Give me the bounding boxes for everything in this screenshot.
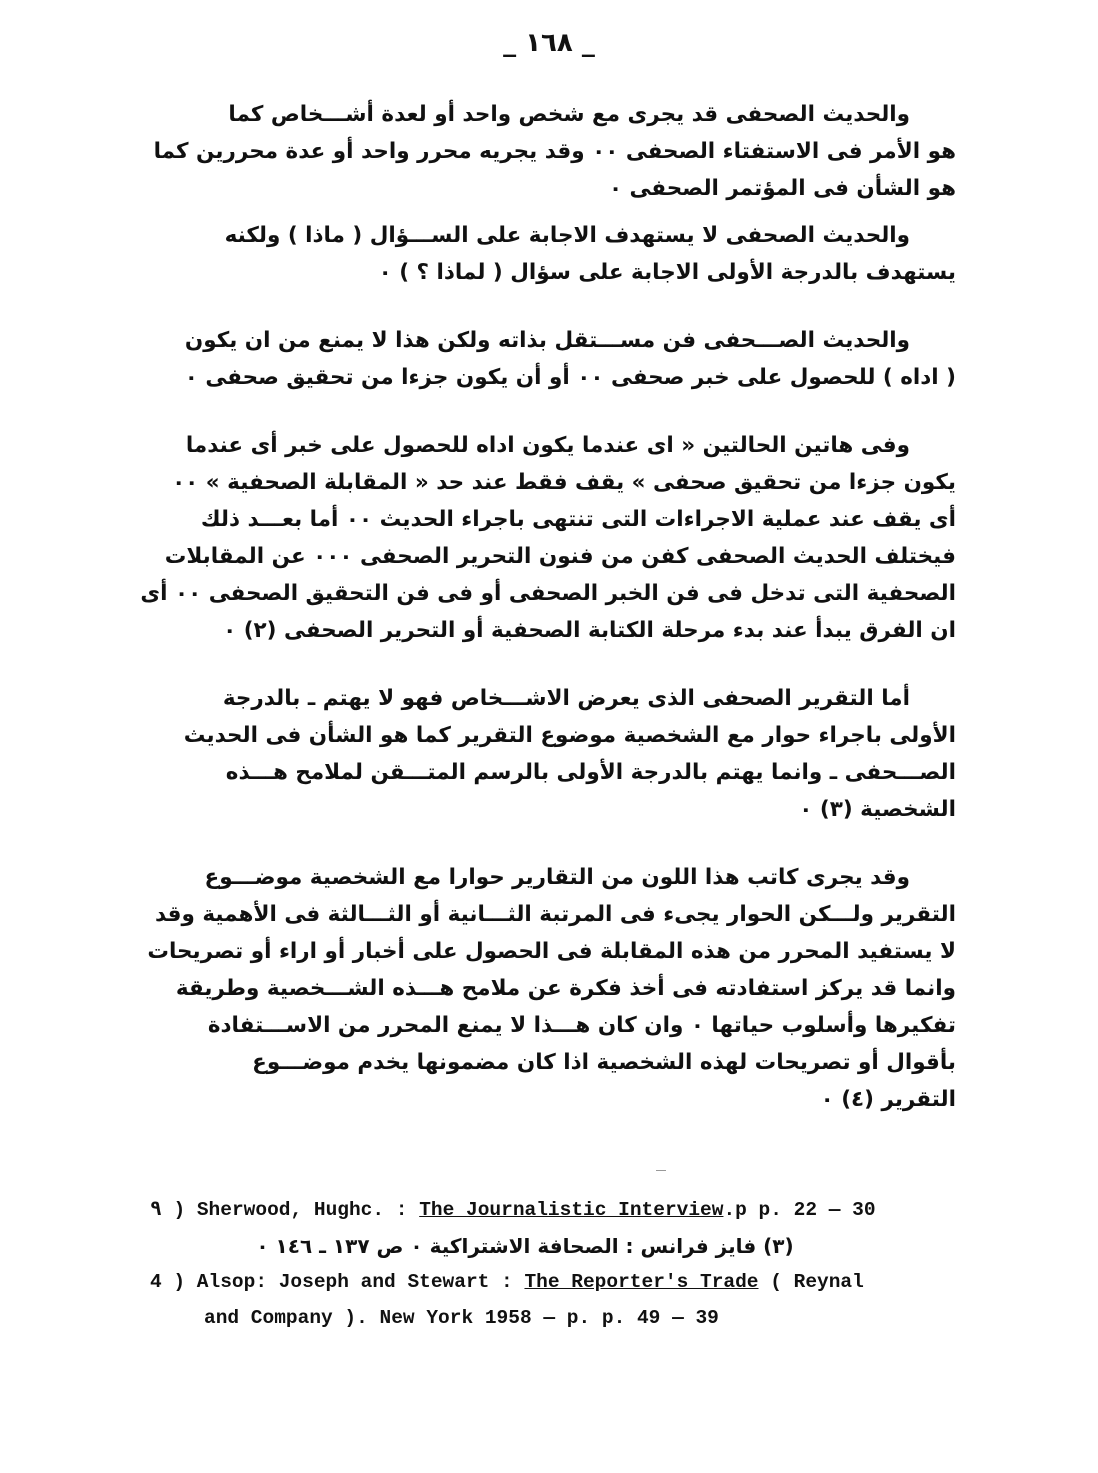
text-line: يكون جزءا من تحقيق صحفى » يقف فقط عند حد « المقابلة الصحفية » ٠٠	[172, 470, 956, 495]
text-line: الشخصية (٣) ٠	[799, 797, 956, 822]
footnote-3-prefix: 4 ) Alsop: Joseph and Stewart :	[150, 1271, 525, 1293]
text-line: هو الأمر فى الاستفتاء الصحفى ٠٠ وقد يجريه محرر واحد أو عدة محررين كما	[153, 139, 956, 164]
paragraph-6	[140, 859, 956, 1118]
paragraph-1	[140, 96, 956, 207]
text-line: الأولى باجراء حوار مع الشخصية موضوع التقرير كما هو الشأن فى الحديث	[183, 723, 956, 748]
text-line: التقرير ولـــكن الحوار يجىء فى المرتبة الثـــانية أو الثـــالثة فى الأهمية وقد	[154, 902, 956, 927]
text-line: وفى هاتين الحالتين « اى عندما يكون اداه للحصول على خبر أى عندما	[185, 433, 910, 458]
text-line: أما التقرير الصحفى الذى يعرض الاشـــخاص فهو لا يهتم ـ بالدرجة	[222, 686, 910, 711]
text-line: والحديث الصحفى قد يجرى مع شخص واحد أو لعدة أشـــخاص كما	[228, 102, 910, 127]
body-text	[140, 96, 956, 1118]
footnote-separator	[656, 1170, 666, 1171]
text-line: ان الفرق يبدأ عند بدء مرحلة الكتابة الصحفية أو التحرير الصحفى (٢) ٠	[223, 618, 956, 643]
text-line: وقد يجرى كاتب هذا اللون من التقارير حوارا مع الشخصية موضـــوع	[204, 865, 910, 890]
footnotes	[150, 1192, 950, 1336]
paragraph-3	[140, 322, 956, 396]
text-line: لا يستفيد المحرر من هذه المقابلة فى الحصول على أخبار أو اراء أو تصريحات	[147, 939, 956, 964]
footnote-1-suffix: .p p. 22 — 30	[723, 1199, 876, 1221]
text-line: أى يقف عند عملية الاجراءات التى تنتهى باجراء الحديث ٠٠ أما بعـــد ذلك	[200, 507, 956, 532]
footnote-3-continuation: and Company ). New York 1958 — p. p. 49 — 39	[204, 1307, 719, 1329]
paragraph-5	[140, 680, 956, 828]
footnote-2	[150, 1228, 950, 1264]
footnote-3-suffix: ( Reynal	[758, 1271, 864, 1293]
footnote-2-title: الصحافة الاشتراكية	[429, 1234, 619, 1258]
text-line: فيختلف الحديث الصحفى كفن من فنون التحرير الصحفى ٠٠٠ عن المقابلات	[164, 544, 956, 569]
text-line: الصحفية التى تدخل فى فن الخبر الصحفى أو فى فن التحقيق الصحفى ٠٠ أى	[140, 581, 956, 606]
text-line: التقرير (٤) ٠	[820, 1087, 956, 1112]
paragraph-4	[140, 427, 956, 649]
footnote-1-prefix: ٩ ) Sherwood, Hughc. :	[150, 1199, 420, 1221]
text-line: الصـــحفى ـ وانما يهتم بالدرجة الأولى بالرسم المتـــقن لملامح هـــذه	[225, 760, 956, 785]
text-line: هو الشأن فى المؤتمر الصحفى ٠	[608, 176, 956, 201]
text-line: والحديث الصـــحفى فن مســـتقل بذاته ولكن هذا لا يمنع من ان يكون	[184, 328, 910, 353]
footnote-3	[150, 1264, 950, 1300]
footnote-1	[150, 1192, 950, 1228]
text-line: وانما قد يركز استفادته فى أخذ فكرة عن ملامح هـــذه الشـــخصية وطريقة	[175, 976, 956, 1001]
text-line: والحديث الصحفى لا يستهدف الاجابة على الســـؤال ( ماذا ) ولكنه	[224, 223, 910, 248]
paragraph-2	[140, 217, 956, 291]
page-number: _ ١٦٨ _	[503, 28, 595, 58]
footnote-2-prefix: (٣) فايز فرانس :	[618, 1234, 794, 1258]
text-line: يستهدف بالدرجة الأولى الاجابة على سؤال ( لماذا ؟ ) ٠	[378, 260, 956, 285]
footnote-2-suffix: ٠ ص ١٣٧ ـ ١٤٦ ٠	[256, 1234, 430, 1258]
text-line: بأقوال أو تصريحات لهذه الشخصية اذا كان مضمونها يخدم موضـــوع	[252, 1050, 956, 1075]
footnote-1-title: The Journalistic Interview	[419, 1199, 724, 1221]
footnote-3-title: The Reporter's Trade	[524, 1271, 759, 1293]
text-line: ( اداه ) للحصول على خبر صحفى ٠٠ أو أن يكون جزءا من تحقيق صحفى ٠	[184, 365, 956, 390]
text-line: تفكيرها وأسلوب حياتها ٠ وان كان هـــذا لا يمنع المحرر من الاســـتفادة	[207, 1013, 956, 1038]
